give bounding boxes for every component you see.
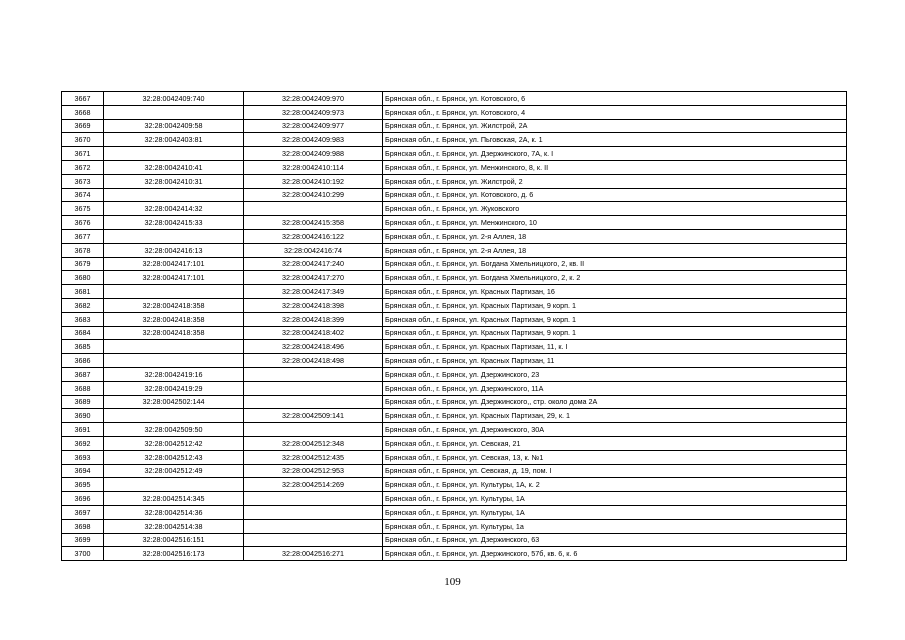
- address-cell: Брянская обл., г. Брянск, ул. Культуры, 1А, к. 2: [383, 478, 847, 492]
- row-number-cell: 3689: [62, 395, 104, 409]
- table-row: [62, 133, 847, 147]
- table-row: [62, 519, 847, 533]
- address-cell: Брянская обл., г. Брянск, ул. Менжинского, 8, к. II: [383, 160, 847, 174]
- land-cadastral-number-cell: 32:28:0042418:358: [104, 298, 244, 312]
- row-number-cell: 3671: [62, 147, 104, 161]
- land-cadastral-number-cell: 32:28:0042414:32: [104, 202, 244, 216]
- building-cadastral-number-cell: [244, 533, 383, 547]
- address-cell: Брянская обл., г. Брянск, ул. Красных Партизан, 29, к. 1: [383, 409, 847, 423]
- row-number-cell: 3695: [62, 478, 104, 492]
- table-row: [62, 423, 847, 437]
- land-cadastral-number-cell: 32:28:0042417:101: [104, 257, 244, 271]
- address-cell: Брянская обл., г. Брянск, ул. Дзержинского,, стр. около дома 2А: [383, 395, 847, 409]
- address-cell: Брянская обл., г. Брянск, ул. Красных Партизан, 11, к. I: [383, 340, 847, 354]
- address-cell: Брянская обл., г. Брянск, ул. Дзержинского, 23: [383, 367, 847, 381]
- address-cell: Брянская обл., г. Брянск, ул. Жилстрой, 2А: [383, 119, 847, 133]
- building-cadastral-number-cell: [244, 505, 383, 519]
- land-cadastral-number-cell: 32:28:0042418:358: [104, 312, 244, 326]
- address-cell: Брянская обл., г. Брянск, ул. Красных Партизан, 9 корп. 1: [383, 312, 847, 326]
- address-cell: Брянская обл., г. Брянск, ул. Севская, 21: [383, 436, 847, 450]
- address-cell: Брянская обл., г. Брянск, ул. Дзержинского, 30А: [383, 423, 847, 437]
- row-number-cell: 3688: [62, 381, 104, 395]
- land-cadastral-number-cell: 32:28:0042512:49: [104, 464, 244, 478]
- address-cell: Брянская обл., г. Брянск, ул. Менжинского, 10: [383, 216, 847, 230]
- table-row: [62, 271, 847, 285]
- row-number-cell: 3699: [62, 533, 104, 547]
- table-row: [62, 395, 847, 409]
- building-cadastral-number-cell: 32:28:0042409:983: [244, 133, 383, 147]
- address-cell: Брянская обл., г. Брянск, ул. Жуковского: [383, 202, 847, 216]
- address-cell: Брянская обл., г. Брянск, ул. Дзержинского, 11А: [383, 381, 847, 395]
- row-number-cell: 3677: [62, 229, 104, 243]
- address-cell: Брянская обл., г. Брянск, ул. Севская, 13, к. №1: [383, 450, 847, 464]
- row-number-cell: 3690: [62, 409, 104, 423]
- row-number-cell: 3696: [62, 492, 104, 506]
- table-row: [62, 229, 847, 243]
- land-cadastral-number-cell: 32:28:0042415:33: [104, 216, 244, 230]
- land-cadastral-number-cell: [104, 340, 244, 354]
- address-cell: Брянская обл., г. Брянск, ул. Красных Партизан, 9 корп. 1: [383, 326, 847, 340]
- address-cell: Брянская обл., г. Брянск, ул. Котовского, 4: [383, 105, 847, 119]
- building-cadastral-number-cell: [244, 395, 383, 409]
- table-row: [62, 243, 847, 257]
- table-row: [62, 119, 847, 133]
- land-cadastral-number-cell: 32:28:0042419:16: [104, 367, 244, 381]
- building-cadastral-number-cell: 32:28:0042516:271: [244, 547, 383, 561]
- building-cadastral-number-cell: 32:28:0042410:299: [244, 188, 383, 202]
- address-cell: Брянская обл., г. Брянск, ул. Культуры, 1а: [383, 519, 847, 533]
- address-cell: Брянская обл., г. Брянск, ул. Жилстрой, 2: [383, 174, 847, 188]
- table-row: [62, 160, 847, 174]
- land-cadastral-number-cell: 32:28:0042410:41: [104, 160, 244, 174]
- building-cadastral-number-cell: 32:28:0042418:402: [244, 326, 383, 340]
- table-row: [62, 464, 847, 478]
- land-cadastral-number-cell: 32:28:0042516:173: [104, 547, 244, 561]
- table-row: [62, 409, 847, 423]
- table-row: [62, 367, 847, 381]
- land-cadastral-number-cell: 32:28:0042514:36: [104, 505, 244, 519]
- table-row: [62, 354, 847, 368]
- building-cadastral-number-cell: 32:28:0042410:114: [244, 160, 383, 174]
- land-cadastral-number-cell: [104, 229, 244, 243]
- table-row: [62, 298, 847, 312]
- building-cadastral-number-cell: 32:28:0042409:973: [244, 105, 383, 119]
- land-cadastral-number-cell: 32:28:0042417:101: [104, 271, 244, 285]
- registry-table: [61, 91, 847, 561]
- address-cell: Брянская обл., г. Брянск, ул. 2-я Аллея, 18: [383, 243, 847, 257]
- address-cell: Брянская обл., г. Брянск, ул. Котовского, д. 6: [383, 188, 847, 202]
- land-cadastral-number-cell: 32:28:0042502:144: [104, 395, 244, 409]
- building-cadastral-number-cell: 32:28:0042416:74: [244, 243, 383, 257]
- land-cadastral-number-cell: 32:28:0042409:740: [104, 92, 244, 106]
- row-number-cell: 3667: [62, 92, 104, 106]
- building-cadastral-number-cell: 32:28:0042415:358: [244, 216, 383, 230]
- table-row: [62, 105, 847, 119]
- table-row: [62, 381, 847, 395]
- address-cell: Брянская обл., г. Брянск, ул. Богдана Хмельницкого, 2, кв. II: [383, 257, 847, 271]
- building-cadastral-number-cell: [244, 381, 383, 395]
- building-cadastral-number-cell: 32:28:0042514:269: [244, 478, 383, 492]
- table-row: [62, 312, 847, 326]
- building-cadastral-number-cell: 32:28:0042409:977: [244, 119, 383, 133]
- table-row: [62, 188, 847, 202]
- land-cadastral-number-cell: [104, 105, 244, 119]
- row-number-cell: 3694: [62, 464, 104, 478]
- building-cadastral-number-cell: 32:28:0042512:435: [244, 450, 383, 464]
- address-cell: Брянская обл., г. Брянск, ул. Дзержинского, 7А, к. I: [383, 147, 847, 161]
- land-cadastral-number-cell: 32:28:0042409:58: [104, 119, 244, 133]
- land-cadastral-number-cell: 32:28:0042512:43: [104, 450, 244, 464]
- building-cadastral-number-cell: 32:28:0042409:970: [244, 92, 383, 106]
- row-number-cell: 3682: [62, 298, 104, 312]
- land-cadastral-number-cell: [104, 147, 244, 161]
- address-cell: Брянская обл., г. Брянск, ул. Красных Партизан, 16: [383, 285, 847, 299]
- page-number: 109: [444, 576, 461, 588]
- table-row: [62, 492, 847, 506]
- row-number-cell: 3684: [62, 326, 104, 340]
- building-cadastral-number-cell: [244, 492, 383, 506]
- building-cadastral-number-cell: [244, 367, 383, 381]
- row-number-cell: 3683: [62, 312, 104, 326]
- land-cadastral-number-cell: [104, 188, 244, 202]
- address-cell: Брянская обл., г. Брянск, ул. Культуры, 1А: [383, 505, 847, 519]
- table-row: [62, 326, 847, 340]
- address-cell: Брянская обл., г. Брянск, ул. Культуры, 1А: [383, 492, 847, 506]
- table-row: [62, 147, 847, 161]
- row-number-cell: 3670: [62, 133, 104, 147]
- building-cadastral-number-cell: 32:28:0042416:122: [244, 229, 383, 243]
- land-cadastral-number-cell: 32:28:0042410:31: [104, 174, 244, 188]
- table-row: [62, 285, 847, 299]
- address-cell: Брянская обл., г. Брянск, ул. Севская, д. 19, пом. I: [383, 464, 847, 478]
- land-cadastral-number-cell: [104, 409, 244, 423]
- building-cadastral-number-cell: 32:28:0042409:988: [244, 147, 383, 161]
- table-row: [62, 174, 847, 188]
- row-number-cell: 3686: [62, 354, 104, 368]
- land-cadastral-number-cell: 32:28:0042514:38: [104, 519, 244, 533]
- building-cadastral-number-cell: 32:28:0042417:240: [244, 257, 383, 271]
- address-cell: Брянская обл., г. Брянск, ул. Дзержинского, 63: [383, 533, 847, 547]
- row-number-cell: 3668: [62, 105, 104, 119]
- row-number-cell: 3687: [62, 367, 104, 381]
- building-cadastral-number-cell: 32:28:0042410:192: [244, 174, 383, 188]
- land-cadastral-number-cell: 32:28:0042509:50: [104, 423, 244, 437]
- building-cadastral-number-cell: 32:28:0042418:398: [244, 298, 383, 312]
- land-cadastral-number-cell: 32:28:0042416:13: [104, 243, 244, 257]
- address-cell: Брянская обл., г. Брянск, ул. Котовского, 6: [383, 92, 847, 106]
- table-row: [62, 450, 847, 464]
- table-row: [62, 340, 847, 354]
- building-cadastral-number-cell: 32:28:0042512:348: [244, 436, 383, 450]
- land-cadastral-number-cell: 32:28:0042512:42: [104, 436, 244, 450]
- row-number-cell: 3691: [62, 423, 104, 437]
- land-cadastral-number-cell: 32:28:0042514:345: [104, 492, 244, 506]
- row-number-cell: 3675: [62, 202, 104, 216]
- registry-table-body: [62, 92, 847, 561]
- table-row: [62, 202, 847, 216]
- building-cadastral-number-cell: 32:28:0042417:349: [244, 285, 383, 299]
- land-cadastral-number-cell: [104, 285, 244, 299]
- building-cadastral-number-cell: [244, 423, 383, 437]
- row-number-cell: 3700: [62, 547, 104, 561]
- building-cadastral-number-cell: [244, 202, 383, 216]
- table-row: [62, 92, 847, 106]
- building-cadastral-number-cell: 32:28:0042418:498: [244, 354, 383, 368]
- table-row: [62, 505, 847, 519]
- land-cadastral-number-cell: 32:28:0042419:29: [104, 381, 244, 395]
- table-row: [62, 478, 847, 492]
- row-number-cell: 3678: [62, 243, 104, 257]
- address-cell: Брянская обл., г. Брянск, ул. Красных Партизан, 9 корп. 1: [383, 298, 847, 312]
- row-number-cell: 3676: [62, 216, 104, 230]
- row-number-cell: 3693: [62, 450, 104, 464]
- table-row: [62, 547, 847, 561]
- building-cadastral-number-cell: 32:28:0042509:141: [244, 409, 383, 423]
- address-cell: Брянская обл., г. Брянск, ул. Красных Партизан, 11: [383, 354, 847, 368]
- land-cadastral-number-cell: 32:28:0042516:151: [104, 533, 244, 547]
- address-cell: Брянская обл., г. Брянск, ул. 2-я Аллея, 18: [383, 229, 847, 243]
- address-cell: Брянская обл., г. Брянск, ул. Богдана Хмельницкого, 2, к. 2: [383, 271, 847, 285]
- address-cell: Брянская обл., г. Брянск, ул. Пьговская, 2А, к. 1: [383, 133, 847, 147]
- table-row: [62, 436, 847, 450]
- table-row: [62, 533, 847, 547]
- table-row: [62, 257, 847, 271]
- land-cadastral-number-cell: [104, 478, 244, 492]
- address-cell: Брянская обл., г. Брянск, ул. Дзержинского, 57б, кв. 6, к. 6: [383, 547, 847, 561]
- building-cadastral-number-cell: 32:28:0042418:399: [244, 312, 383, 326]
- row-number-cell: 3692: [62, 436, 104, 450]
- row-number-cell: 3679: [62, 257, 104, 271]
- row-number-cell: 3698: [62, 519, 104, 533]
- row-number-cell: 3674: [62, 188, 104, 202]
- land-cadastral-number-cell: 32:28:0042418:358: [104, 326, 244, 340]
- land-cadastral-number-cell: [104, 354, 244, 368]
- building-cadastral-number-cell: 32:28:0042512:953: [244, 464, 383, 478]
- row-number-cell: 3673: [62, 174, 104, 188]
- row-number-cell: 3672: [62, 160, 104, 174]
- row-number-cell: 3669: [62, 119, 104, 133]
- building-cadastral-number-cell: [244, 519, 383, 533]
- row-number-cell: 3697: [62, 505, 104, 519]
- building-cadastral-number-cell: 32:28:0042417:270: [244, 271, 383, 285]
- building-cadastral-number-cell: 32:28:0042418:496: [244, 340, 383, 354]
- row-number-cell: 3685: [62, 340, 104, 354]
- table-row: [62, 216, 847, 230]
- row-number-cell: 3681: [62, 285, 104, 299]
- land-cadastral-number-cell: 32:28:0042403:81: [104, 133, 244, 147]
- row-number-cell: 3680: [62, 271, 104, 285]
